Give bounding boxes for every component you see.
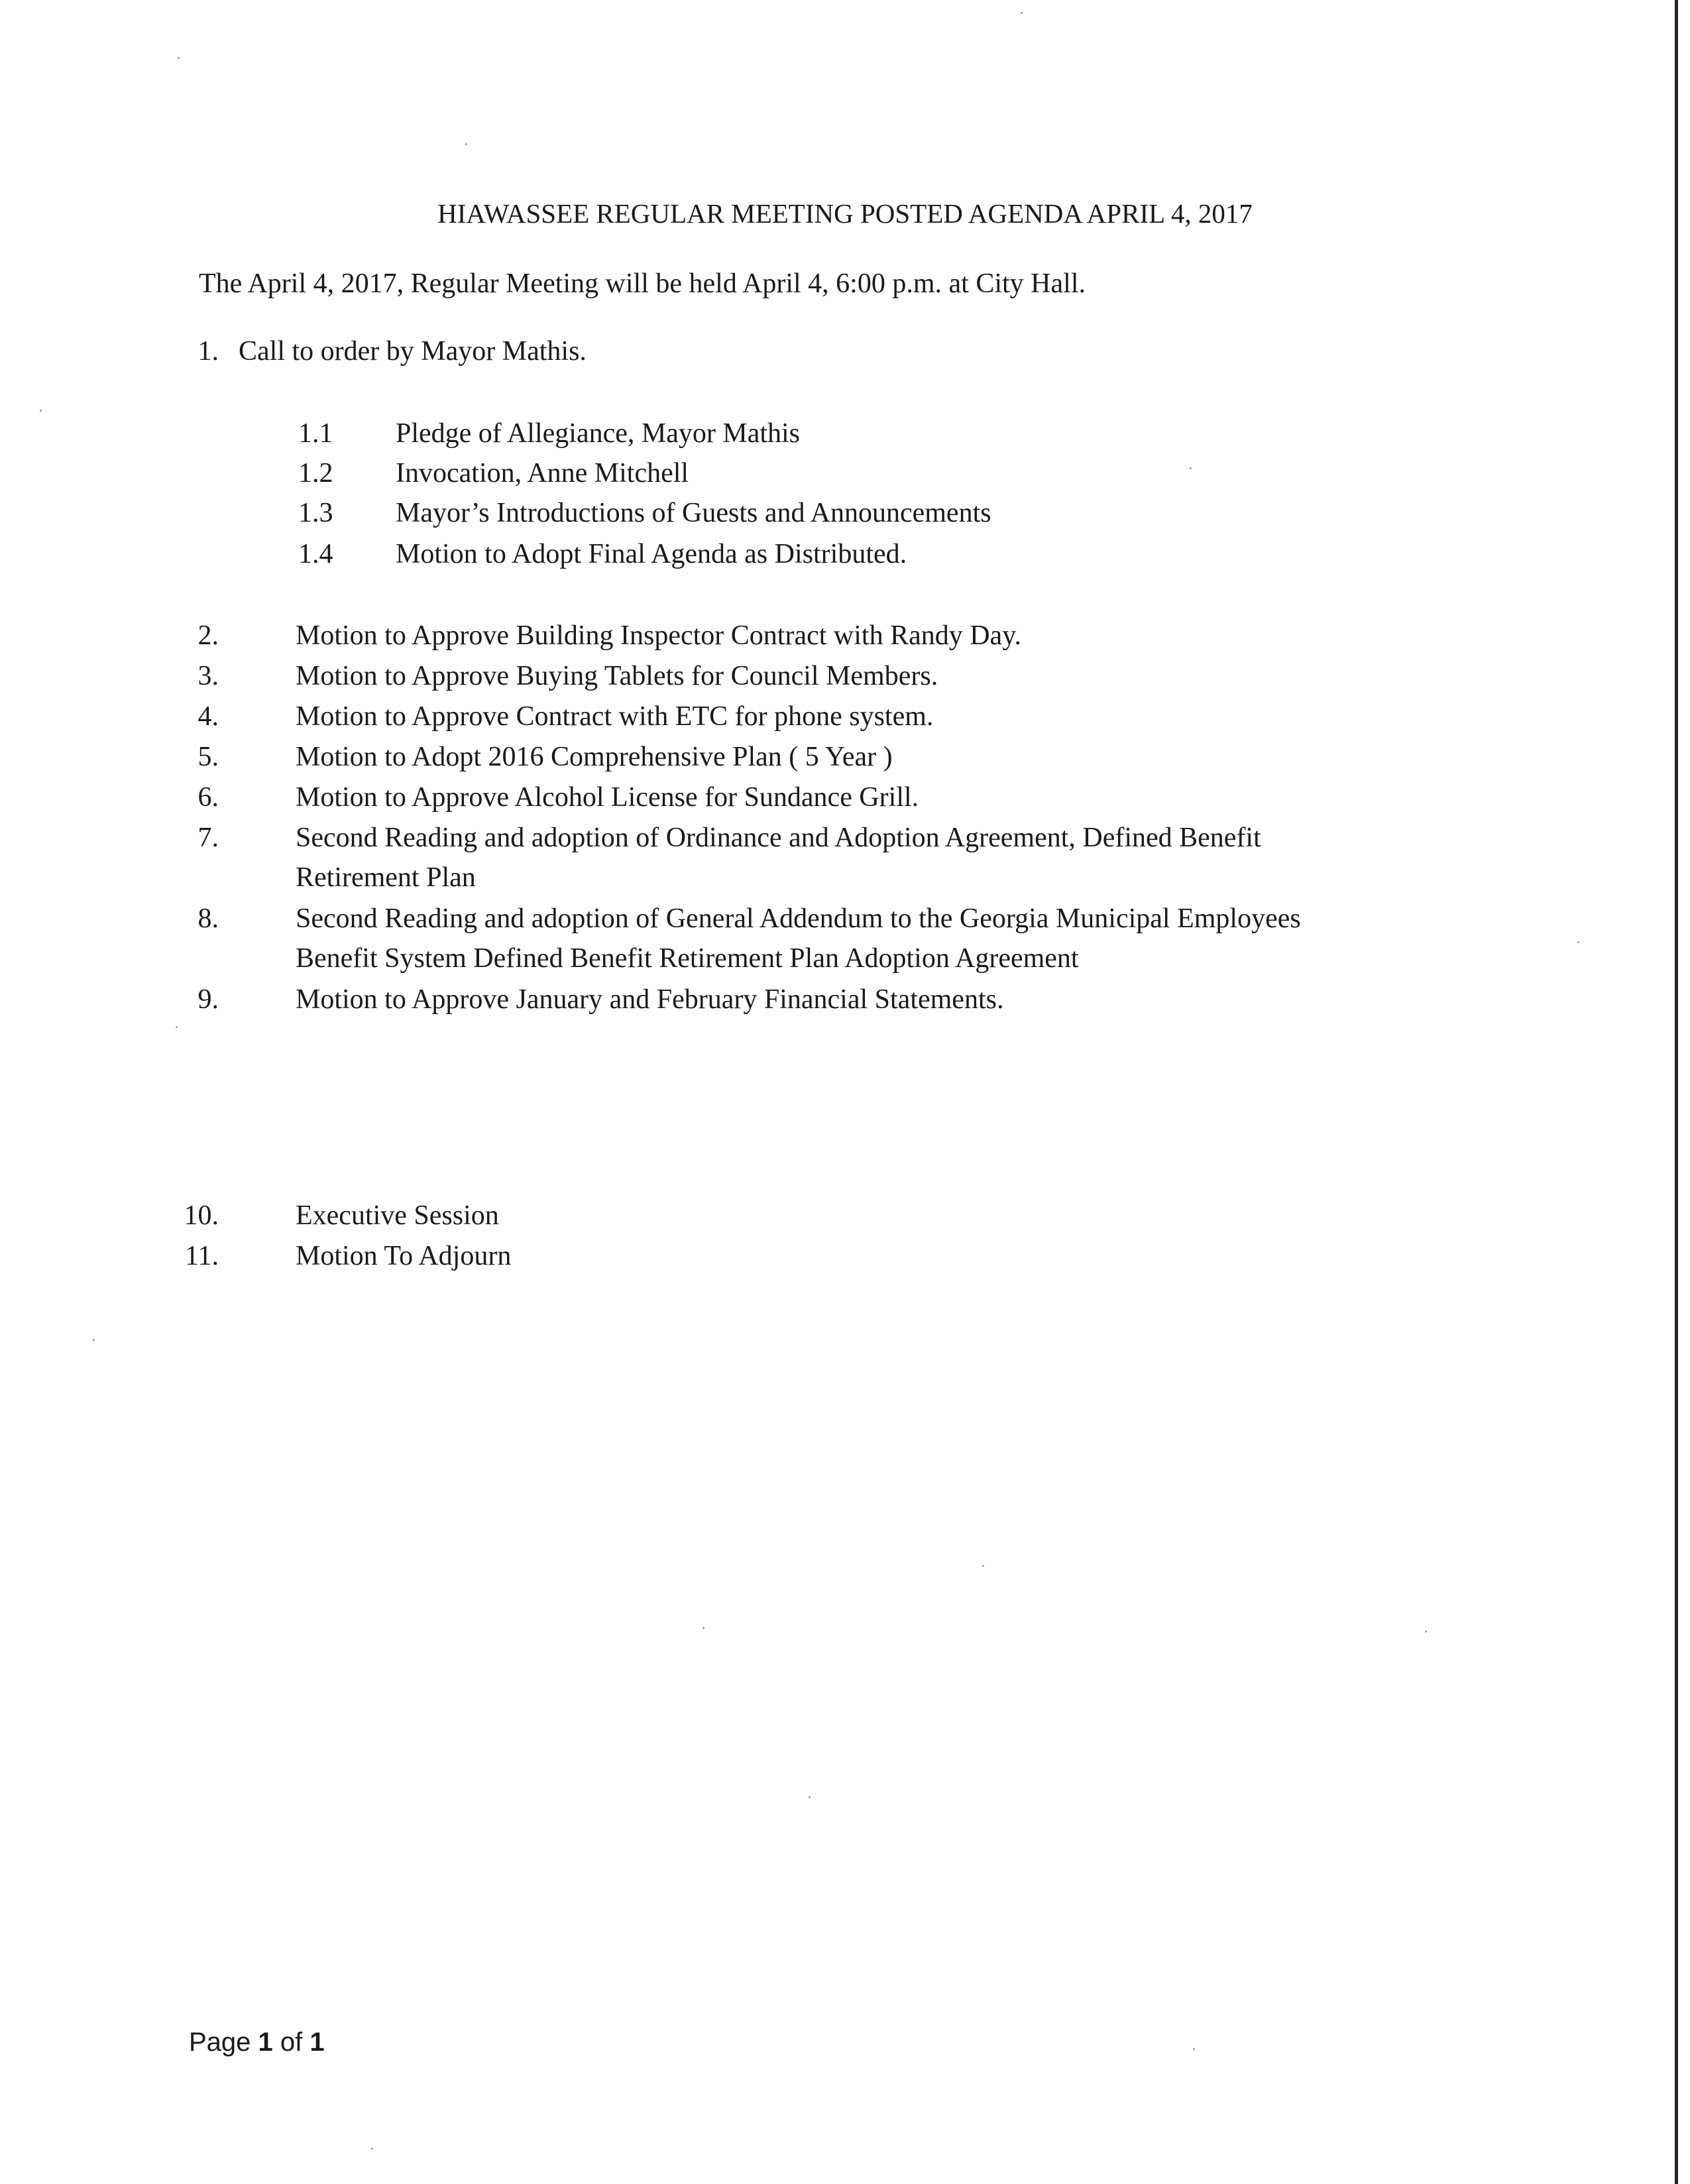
subitem-text: Mayor’s Introductions of Guests and Announcements — [396, 498, 991, 528]
item-number: 8. — [197, 903, 219, 934]
item-text-continued: Benefit System Defined Benefit Retirement Plan Adoption Agreement — [296, 943, 1079, 974]
footer-prefix: Page — [189, 2028, 258, 2057]
scan-speck — [1021, 12, 1023, 14]
footer-current-page: 1 — [258, 2028, 273, 2057]
item-number: 2. — [197, 620, 219, 651]
subitem-text: Motion to Adopt Final Agenda as Distributed. — [396, 539, 907, 569]
item-number: 6. — [197, 782, 219, 813]
item-number: 10. — [184, 1200, 219, 1231]
item-text: Second Reading and adoption of Ordinance and Adoption Agreement, Defined Benefit — [296, 823, 1261, 853]
item-text: Motion to Adopt 2016 Comprehensive Plan ( 5 Year ) — [296, 742, 893, 772]
subitem-number: 1.1 — [298, 418, 333, 449]
scan-speck — [93, 1339, 95, 1341]
item-number: 5. — [197, 742, 219, 772]
scan-speck — [809, 1796, 811, 1798]
item-text: Motion to Approve Building Inspector Contract with Randy Day. — [296, 620, 1021, 651]
subitem-number: 1.4 — [298, 539, 333, 569]
item-text: Motion To Adjourn — [296, 1241, 512, 1271]
agenda-title: HIAWASSEE REGULAR MEETING POSTED AGENDA APRIL 4, 2017 — [437, 198, 1253, 229]
scan-speck — [40, 410, 42, 412]
page-number-footer — [189, 2028, 325, 2057]
item-text: Executive Session — [296, 1200, 499, 1231]
subitem-text: Pledge of Allegiance, Mayor Mathis — [396, 418, 801, 449]
scan-speck — [1190, 467, 1192, 469]
footer-total-pages: 1 — [310, 2028, 325, 2057]
scan-speck — [176, 1026, 178, 1028]
item-number: 1. — [197, 336, 219, 367]
item-text-continued: Retirement Plan — [296, 862, 476, 893]
subitem-number: 1.3 — [298, 498, 333, 528]
item-text: Motion to Approve Contract with ETC for phone system. — [296, 701, 934, 732]
item-text: Motion to Approve January and February Financial Statements. — [296, 984, 1004, 1015]
item-text: Call to order by Mayor Mathis. — [239, 336, 587, 367]
subitem-number: 1.2 — [298, 458, 333, 489]
item-text: Second Reading and adoption of General Addendum to the Georgia Municipal Employees — [296, 903, 1301, 934]
item-number: 11. — [185, 1241, 219, 1271]
meeting-intro: The April 4, 2017, Regular Meeting will be held April 4, 6:00 p.m. at City Hall. — [199, 268, 1086, 299]
scan-speck — [1193, 2048, 1195, 2050]
item-number: 7. — [197, 823, 219, 853]
footer-middle: of — [272, 2028, 310, 2057]
item-text: Motion to Approve Alcohol License for Sundance Grill. — [296, 782, 919, 813]
scan-speck — [1577, 941, 1579, 943]
item-text: Motion to Approve Buying Tablets for Council Members. — [296, 661, 938, 691]
item-number: 9. — [197, 984, 219, 1015]
scan-speck — [178, 57, 180, 59]
scan-speck — [465, 143, 467, 145]
scan-edge-line — [1675, 0, 1678, 2184]
subitem-text: Invocation, Anne Mitchell — [396, 458, 689, 489]
scan-speck — [703, 1627, 704, 1629]
item-number: 4. — [197, 701, 219, 732]
scan-speck — [1425, 1631, 1427, 1633]
scan-speck — [982, 1565, 984, 1567]
item-number: 3. — [197, 661, 219, 691]
scan-speck — [371, 2148, 373, 2150]
